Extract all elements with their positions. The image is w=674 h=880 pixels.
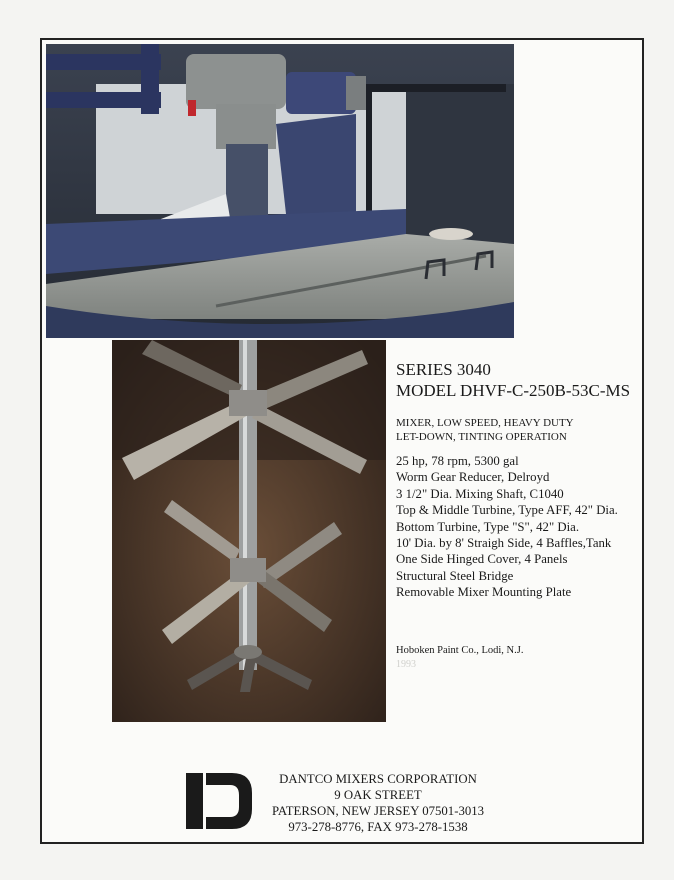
spec-list <box>396 453 641 601</box>
application-line: MIXER, LOW SPEED, HEAVY DUTY <box>396 417 574 429</box>
client-name: Hoboken Paint Co., Lodi, N.J. <box>396 645 524 656</box>
company-phone-fax: 973-278-8776, FAX 973-278-1538 <box>288 820 468 834</box>
spec-line: 3 1/2" Dia. Mixing Shaft, C1040 <box>396 486 564 501</box>
spec-line: 10' Dia. by 8' Straigh Side, 4 Baffles,Tank <box>396 536 612 551</box>
application-line: LET-DOWN, TINTING OPERATION <box>396 431 567 443</box>
company-city: PATERSON, NEW JERSEY 07501-3013 <box>271 804 485 818</box>
impeller-shaft-photo <box>112 340 386 722</box>
company-address <box>258 771 498 835</box>
model-title: MODEL DHVF-C-250B-53C-MS <box>396 381 631 400</box>
dantco-logo <box>186 773 252 829</box>
spec-line: Structural Steel Bridge <box>396 568 514 583</box>
faded-date-stamp: 1993 <box>396 659 416 670</box>
application-description <box>396 416 641 444</box>
series-title: SERIES 3040 <box>396 360 491 379</box>
company-street: 9 OAK STREET <box>334 788 422 802</box>
spec-line: Removable Mixer Mounting Plate <box>396 585 572 600</box>
mixer-drive-photo <box>46 44 514 338</box>
spec-line: Top & Middle Turbine, Type AFF, 42" Dia. <box>396 503 618 518</box>
spec-line: One Side Hinged Cover, 4 Panels <box>396 552 568 567</box>
specification-block <box>396 360 641 601</box>
spec-line: Bottom Turbine, Type "S", 42" Dia. <box>396 519 580 534</box>
company-name: DANTCO MIXERS CORPORATION <box>279 772 477 786</box>
spec-line: 25 hp, 78 rpm, 5300 gal <box>396 454 519 468</box>
spec-line: Worm Gear Reducer, Delroyd <box>396 470 550 485</box>
